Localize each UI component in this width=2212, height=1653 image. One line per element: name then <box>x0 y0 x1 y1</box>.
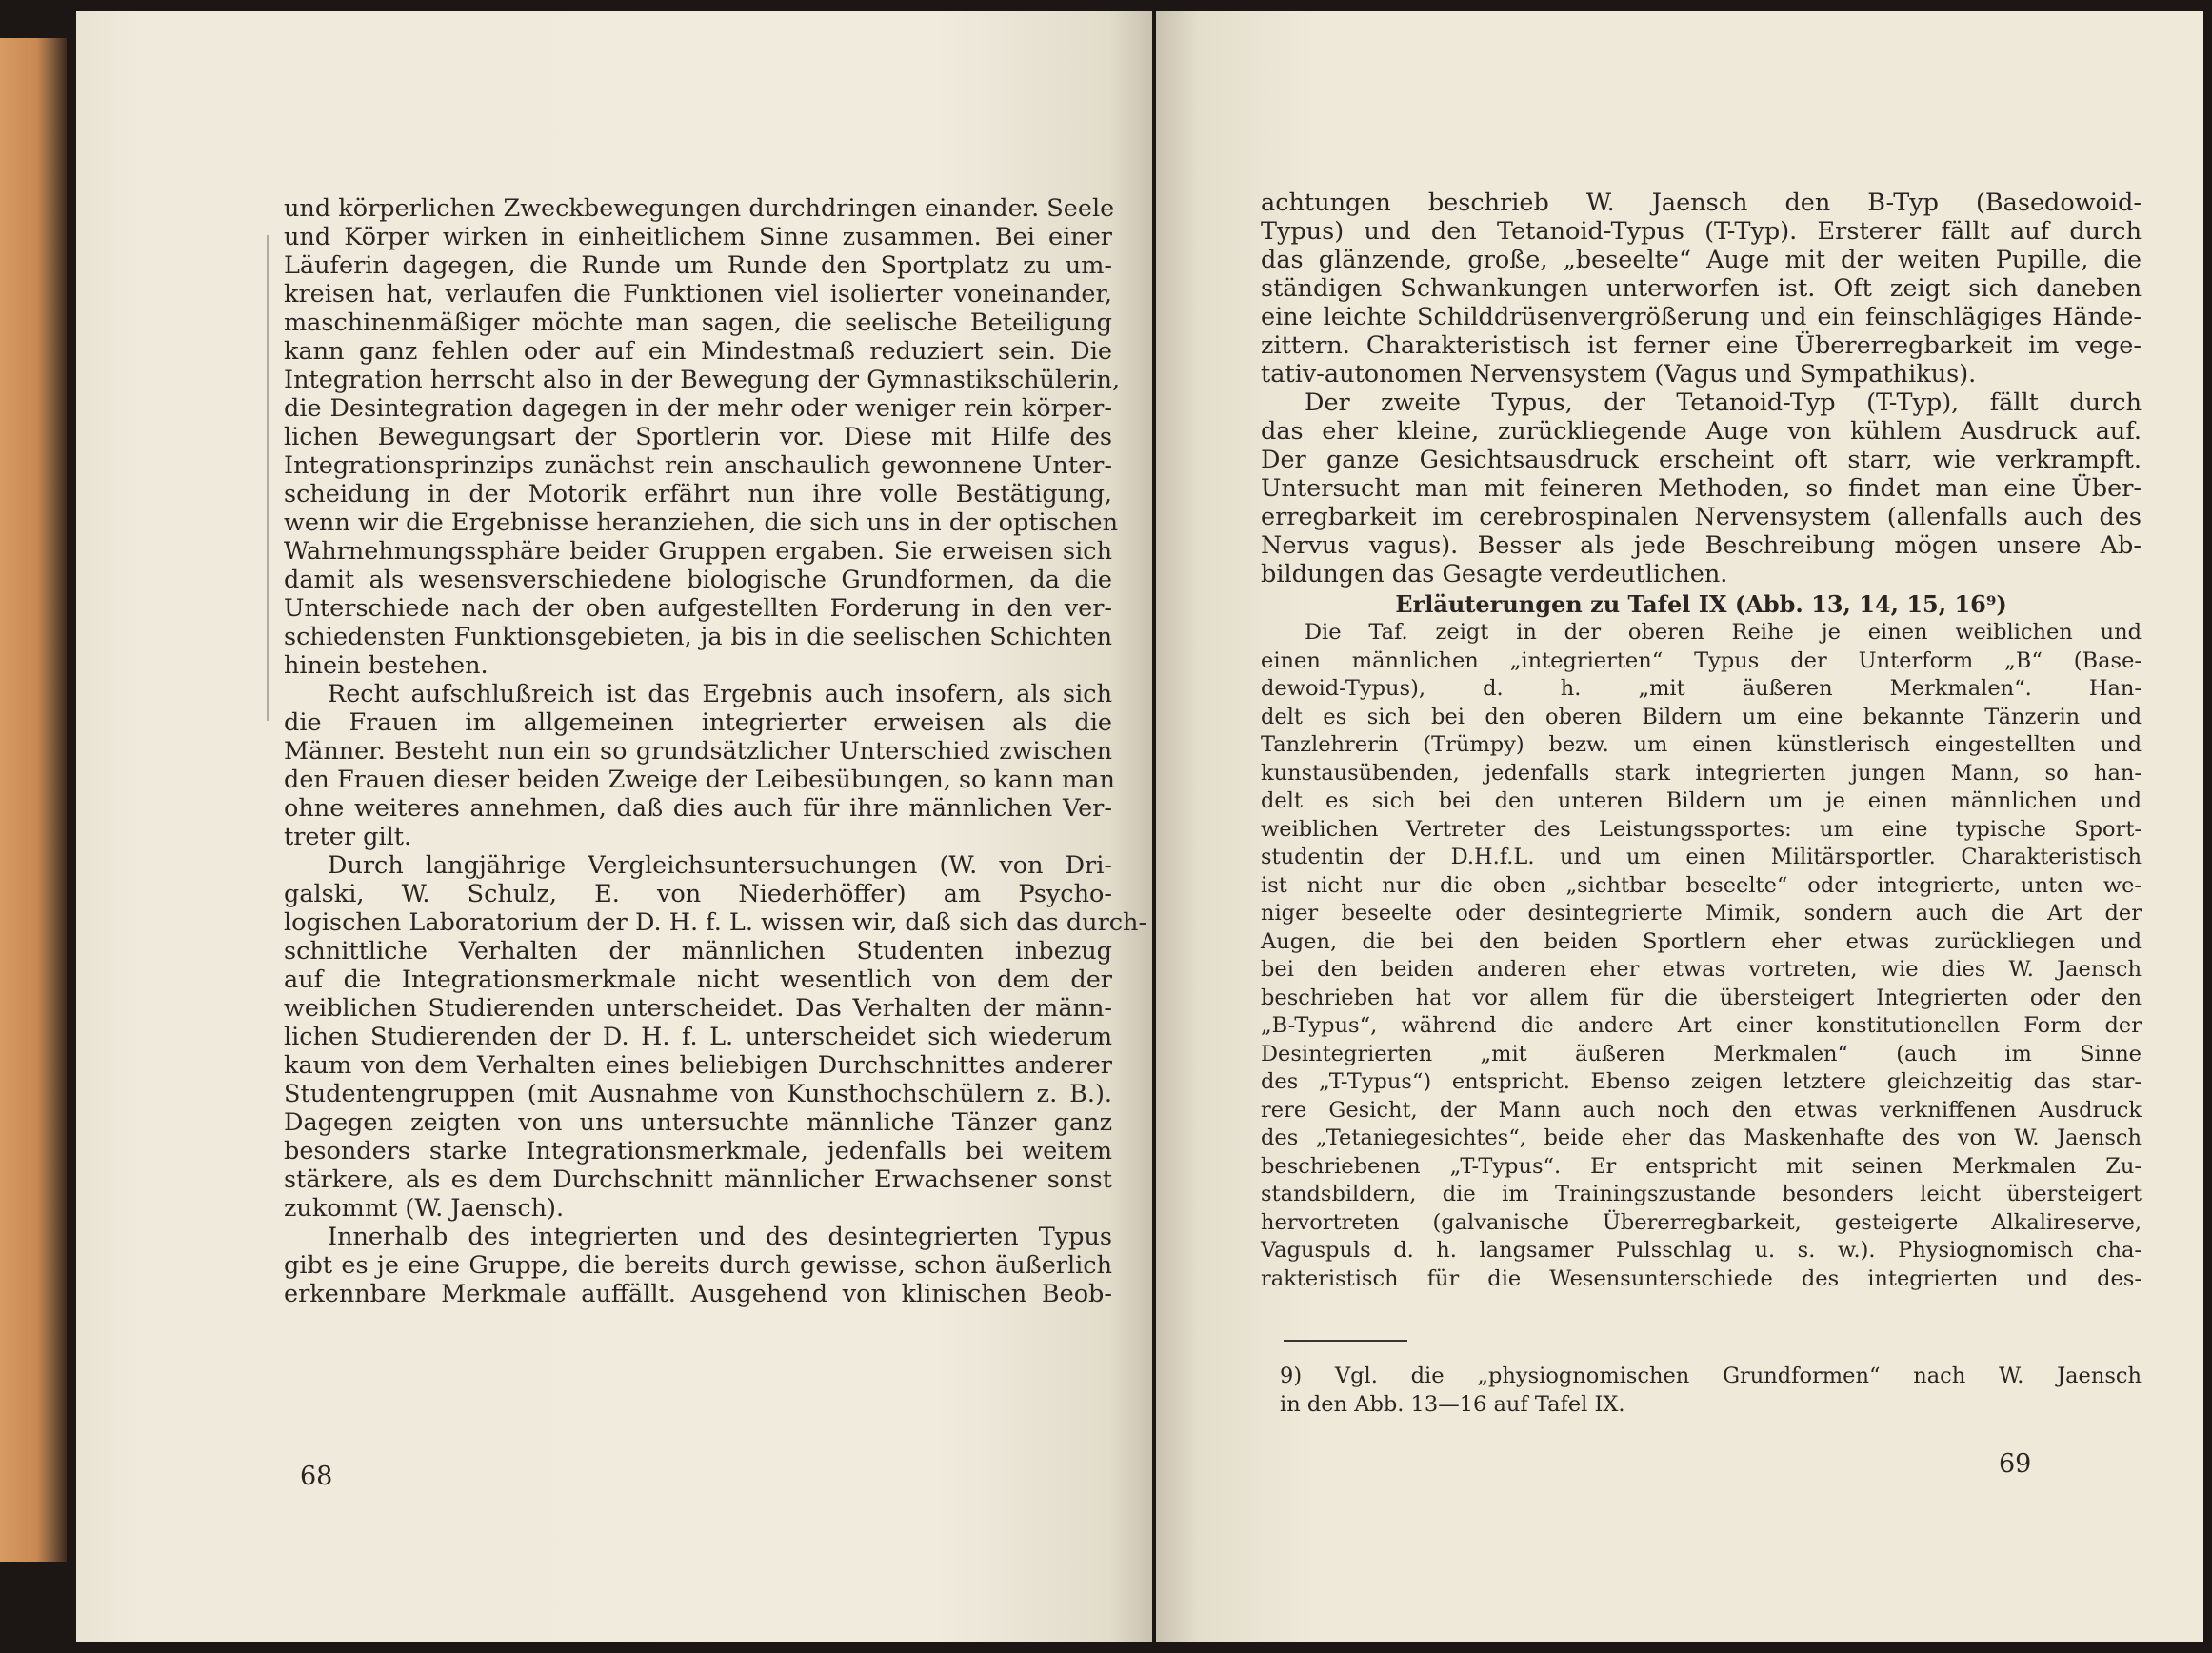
text-line: rakteristisch für die Wesensunterschiede des integrierten und des- <box>1261 1265 2142 1291</box>
text-line: logischen Laboratorium der D. H. f. L. wissen wir, daß sich das durch- <box>284 908 1147 937</box>
text-line: treter gilt. <box>284 823 412 851</box>
left-page-text <box>284 194 1147 1308</box>
text-line: eine leichte Schilddrüsenvergrößerung und ein feinschlägiges Hände- <box>1261 303 2142 331</box>
text-line: Studentengruppen (mit Ausnahme von Kunsthochschülern z. B.). <box>284 1080 1112 1108</box>
text-line: achtungen beschrieb W. Jaensch den B-Typ (Basedowoid- <box>1261 189 2142 217</box>
text-line: bildungen das Gesagte verdeutlichen. <box>1261 560 1728 588</box>
text-line: besonders starke Integrationsmerkmale, jedenfalls bei weitem <box>284 1137 1112 1165</box>
text-line: delt es sich bei den unteren Bildern um je einen männlichen und <box>1261 788 2142 813</box>
text-line: des „T-Typus“) entspricht. Ebenso zeigen letztere gleichzeitig das star- <box>1261 1069 2142 1094</box>
footnote-rule <box>1284 1340 1407 1342</box>
section-heading: Erläuterungen zu Tafel IX (Abb. 13, 14, 15, 16⁹) <box>1395 590 2007 618</box>
text-line: schiedensten Funktionsgebieten, ja bis in die seelischen Schichten <box>284 623 1112 651</box>
text-line: Tanzlehrerin (Trümpy) bezw. um einen künstlerisch eingestellten und <box>1261 732 2142 757</box>
text-line: beschrieben hat vor allem für die übersteigert Integrierten oder den <box>1261 985 2142 1010</box>
text-line: und körperlichen Zweckbewegungen durchdringen einander. Seele <box>284 194 1115 223</box>
text-line: „B-Typus“, während die andere Art einer konstitutionellen Form der <box>1261 1013 2142 1038</box>
text-line: standsbildern, die im Trainingszustande besonders leicht übersteigert <box>1261 1182 2142 1206</box>
text-line: Die Taf. zeigt in der oberen Reihe je einen weiblichen und <box>1305 620 2142 645</box>
book-cover-edge <box>0 38 67 1562</box>
text-line: hervortreten (galvanische Übererregbarkeit, gesteigerte Alkalireserve, <box>1261 1209 2142 1235</box>
text-line: Läuferin dagegen, die Runde um Runde den Sportplatz zu um- <box>284 251 1112 280</box>
text-line: auf die Integrationsmerkmale nicht wesentlich von dem der <box>284 966 1112 994</box>
left-page <box>76 11 1152 1642</box>
text-line: Typus) und den Tetanoid-Typus (T-Typ). Ersterer fällt auf durch <box>1261 217 2142 246</box>
text-line: weiblichen Vertreter des Leistungssportes: um eine typische Sport- <box>1261 816 2142 842</box>
text-line: niger beseelte oder desintegrierte Mimik, sondern auch die Art der <box>1261 901 2142 926</box>
pencil-margin-mark <box>267 235 269 721</box>
text-line: hinein bestehen. <box>284 651 488 680</box>
text-line: Untersucht man mit feineren Methoden, so findet man eine Über- <box>1261 474 2142 503</box>
text-line: Wahrnehmungssphäre beider Gruppen ergaben. Sie erweisen sich <box>284 537 1112 566</box>
text-line: rere Gesicht, der Mann auch noch den etwas verkniffenen Ausdruck <box>1261 1097 2142 1123</box>
text-line: die Frauen im allgemeinen integrierter erweisen als die <box>284 708 1112 737</box>
text-line: bei den beiden anderen eher etwas vortreten, wie dies W. Jaensch <box>1261 957 2142 982</box>
text-line: Unterschiede nach der oben aufgestellten Forderung in den ver- <box>284 594 1112 623</box>
text-line: schnittliche Verhalten der männlichen Studenten inbezug <box>284 937 1112 966</box>
text-line: Desintegrierten „mit äußeren Merkmalen“ (auch im Sinne <box>1261 1041 2142 1066</box>
right-page-text <box>1261 189 2142 1293</box>
text-line: tativ-autonomen Nervensystem (Vagus und Sympathikus). <box>1261 360 1977 388</box>
text-line: zukommt (W. Jaensch). <box>284 1194 565 1223</box>
text-line: Der zweite Typus, der Tetanoid-Typ (T-Typ), fällt durch <box>1305 388 2142 417</box>
text-line: Vaguspuls d. h. langsamer Pulsschlag u. s. w.). Physiognomisch cha- <box>1261 1238 2142 1263</box>
text-line: erkennbare Merkmale auffällt. Ausgehend von klinischen Beob- <box>284 1280 1112 1308</box>
text-line: dewoid-Typus), d. h. „mit äußeren Merkmalen“. Han- <box>1261 676 2142 701</box>
text-line: ohne weiteres annehmen, daß dies auch für ihre männlichen Ver- <box>284 794 1112 823</box>
text-line: kreisen hat, verlaufen die Funktionen viel isolierter voneinander, <box>284 280 1112 309</box>
text-line: erregbarkeit im cerebrospinalen Nervensystem (allenfalls auch des <box>1261 503 2142 531</box>
text-line: maschinenmäßiger möchte man sagen, die seelische Beteiligung <box>284 309 1112 337</box>
text-line: Der ganze Gesichtsausdruck erscheint oft starr, wie verkrampft. <box>1261 446 2142 474</box>
text-line: gibt es je eine Gruppe, die bereits durch gewisse, schon äußerlich <box>284 1251 1112 1280</box>
text-line: Durch langjährige Vergleichsuntersuchungen (W. von Dri- <box>328 851 1112 880</box>
text-line: Männer. Besteht nun ein so grundsätzlicher Unterschied zwischen <box>284 737 1112 766</box>
plate-explanation <box>1261 619 2142 1293</box>
text-line: scheidung in der Motorik erfährt nun ihre volle Bestätigung, <box>284 480 1112 508</box>
text-line: des „Tetaniegesichtes“, beide eher das Maskenhafte des von W. Jaensch <box>1261 1125 2142 1150</box>
page-number: 68 <box>300 1462 333 1491</box>
text-line: zittern. Charakteristisch ist ferner eine Übererregbarkeit im vege- <box>1261 331 2142 360</box>
text-line: Dagegen zeigten von uns untersuchte männliche Tänzer ganz <box>284 1108 1112 1137</box>
text-line: und Körper wirken in einheitlichem Sinne zusammen. Bei einer <box>284 223 1112 251</box>
text-line: die Desintegration dagegen in der mehr oder weniger rein körper- <box>284 394 1112 423</box>
text-line: lichen Studierenden der D. H. f. L. unterscheidet sich wiederum <box>284 1023 1112 1051</box>
text-line: einen männlichen „integrierten“ Typus der Unterform „B“ (Base- <box>1261 647 2142 673</box>
footnote-line: in den Abb. 13—16 auf Tafel IX. <box>1280 1392 1625 1417</box>
footnote-line: 9) Vgl. die „physiognomischen Grundformen“ nach W. Jaensch <box>1280 1364 2142 1388</box>
text-line: delt es sich bei den oberen Bildern um eine bekannte Tänzerin und <box>1261 704 2142 729</box>
text-line: Augen, die bei den beiden Sportlern eher etwas zurückliegen und <box>1261 928 2142 954</box>
text-line: das glänzende, große, „beseelte“ Auge mit der weiten Pupille, die <box>1261 246 2142 274</box>
text-line: beschriebenen „T-Typus“. Er entspricht mit seinen Merkmalen Zu- <box>1261 1153 2142 1179</box>
text-line: Recht aufschlußreich ist das Ergebnis auch insofern, als sich <box>328 680 1112 708</box>
text-line: Integrationsprinzips zunächst rein anschaulich gewonnene Unter- <box>284 451 1112 480</box>
text-line: studentin der D.H.f.L. und um einen Militärsportler. Charakteristisch <box>1261 845 2142 869</box>
text-line: Nervus vagus). Besser als jede Beschreibung mögen unsere Ab- <box>1261 531 2142 560</box>
text-line: den Frauen dieser beiden Zweige der Leibesübungen, so kann man <box>284 766 1115 794</box>
text-line: kunstausübenden, jedenfalls stark integrierten jungen Mann, so han- <box>1261 760 2142 786</box>
text-line: galski, W. Schulz, E. von Niederhöffer) am Psycho- <box>284 880 1112 908</box>
text-line: wenn wir die Ergebnisse heranziehen, die sich uns in der optischen <box>284 508 1119 537</box>
text-line: kann ganz fehlen oder auf ein Mindestmaß reduziert sein. Die <box>284 337 1112 366</box>
text-line: damit als wesensverschiedene biologische Grundformen, da die <box>284 566 1112 594</box>
text-line: lichen Bewegungsart der Sportlerin vor. Diese mit Hilfe des <box>284 423 1112 451</box>
text-line: kaum von dem Verhalten eines beliebigen Durchschnittes anderer <box>284 1051 1112 1080</box>
text-line: stärkere, als es dem Durchschnitt männlicher Erwachsener sonst <box>284 1165 1112 1194</box>
right-page <box>1156 11 2203 1642</box>
text-line: Integration herrscht also in der Bewegung der Gymnastikschülerin, <box>284 366 1121 394</box>
text-line: ist nicht nur die oben „sichtbar beseelte“ oder integrierte, unten we- <box>1261 872 2142 898</box>
page-number: 69 <box>1999 1449 2032 1479</box>
footnote <box>1280 1362 2142 1419</box>
text-line: das eher kleine, zurückliegende Auge von kühlem Ausdruck auf. <box>1261 417 2142 446</box>
text-line: ständigen Schwankungen unterworfen ist. Oft zeigt sich daneben <box>1261 274 2142 303</box>
text-line: weiblichen Studierenden unterscheidet. Das Verhalten der männ- <box>284 994 1112 1023</box>
text-line: Innerhalb des integrierten und des desintegrierten Typus <box>328 1223 1112 1251</box>
